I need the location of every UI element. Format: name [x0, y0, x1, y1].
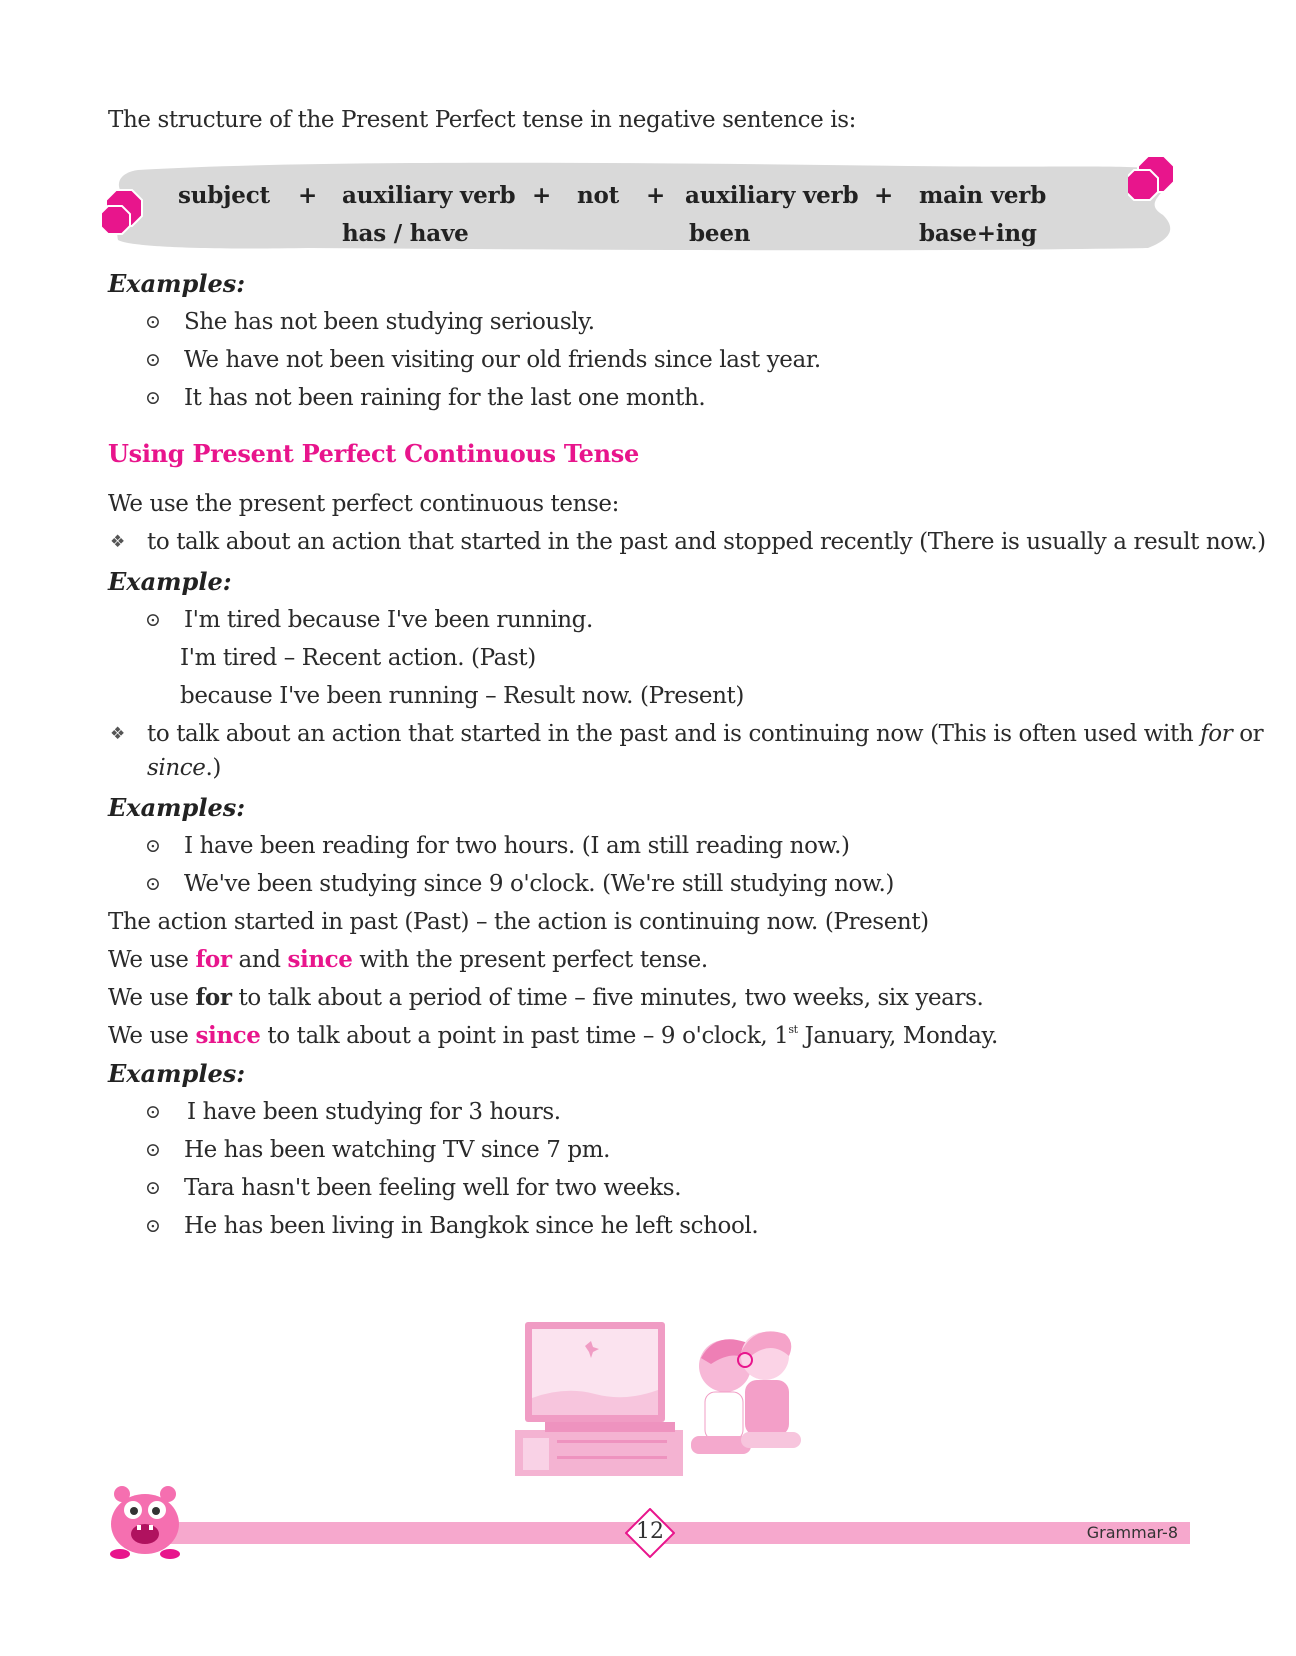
diamond-bullet-icon: ❖ [110, 724, 126, 744]
final-example-2: He has been watching TV since 7 pm. [184, 1137, 611, 1163]
formula-main-verb: main verb [919, 182, 1047, 209]
formula-auxiliary-verb-2: auxiliary verb [685, 182, 859, 209]
since-line-c: January, Monday. [797, 1023, 998, 1049]
for-since-line [108, 944, 708, 976]
example-heading: Example: [108, 567, 232, 596]
circled-dot-icon: ⊙ [145, 1215, 161, 1237]
formula-plus-1: + [298, 182, 318, 209]
circled-dot-icon: ⊙ [145, 835, 161, 857]
final-example-1: I have been studying for 3 hours. [187, 1099, 561, 1125]
formula-plus-4: + [874, 182, 894, 209]
since-line-sup: st [788, 1023, 798, 1036]
circled-dot-icon: ⊙ [145, 873, 161, 895]
cont-example-2: We've been studying since 9 o'clock. (We're still studying now.) [184, 871, 894, 897]
circled-dot-icon: ⊙ [145, 1101, 161, 1123]
formula-auxiliary-verb-1: auxiliary verb [342, 182, 516, 209]
formula-subject: subject [178, 182, 270, 209]
use-1-text: to talk about an action that started in the past and stopped recently (There is usually a result now.) [147, 529, 1266, 555]
use-2-end: .) [205, 755, 221, 781]
formula-base-ing: base+ing [919, 220, 1037, 247]
use-2-continued [147, 752, 221, 784]
example-line-2: I'm tired – Recent action. (Past) [180, 645, 536, 671]
for-line-a: We use [108, 985, 196, 1011]
page-number: 12 [636, 1519, 664, 1544]
neg-example-1: She has not been studying seriously. [184, 309, 595, 335]
since-line [108, 1020, 998, 1052]
monster-mascot-icon [100, 1478, 190, 1562]
final-example-4: He has been living in Bangkok since he left school. [184, 1213, 759, 1239]
summary-text: The action started in past (Past) – the action is continuing now. (Present) [108, 909, 929, 935]
since-line-keyword: since [195, 1022, 261, 1049]
use-2-since: since [147, 755, 206, 781]
circled-dot-icon: ⊙ [145, 609, 161, 631]
formula-plus-3: + [646, 182, 666, 209]
neg-example-3: It has not been raining for the last one month. [184, 385, 706, 411]
intro-text: The structure of the Present Perfect tense in negative sentence is: [108, 107, 856, 133]
circled-dot-icon: ⊙ [145, 1177, 161, 1199]
book-title: Grammar-8 [1086, 1523, 1178, 1542]
use-2-or: or [1232, 721, 1264, 747]
since-line-b: to talk about a point in past time – 9 o'clock, 1 [260, 1023, 789, 1049]
use-2-for: for [1200, 721, 1233, 747]
example-main: I'm tired because I've been running. [184, 607, 593, 633]
for-line-b: to talk about a period of time – five minutes, two weeks, six years. [231, 985, 984, 1011]
use-2-text [147, 718, 1263, 750]
kids-watching-tv-illustration [515, 1318, 815, 1478]
use-intro: We use the present perfect continuous tense: [108, 491, 619, 517]
example-line-3: because I've been running – Result now. (Present) [180, 683, 744, 709]
circled-dot-icon: ⊙ [145, 1139, 161, 1161]
formula-has-have: has / have [342, 220, 469, 247]
since-line-a: We use [108, 1023, 196, 1049]
for-since-a: We use [108, 947, 196, 973]
circled-dot-icon: ⊙ [145, 349, 161, 371]
examples-heading-3: Examples: [108, 1059, 246, 1088]
right-flower-icon [1128, 154, 1180, 206]
diamond-bullet-icon: ❖ [110, 532, 126, 552]
for-since-c: with the present perfect tense. [352, 947, 708, 973]
footer-bar [168, 1522, 1190, 1544]
formula-been: been [689, 220, 751, 247]
formula-not: not [577, 182, 620, 209]
use-2-part-1: to talk about an action that started in the past and is continuing now (This is often used with [147, 721, 1201, 747]
circled-dot-icon: ⊙ [145, 387, 161, 409]
circled-dot-icon: ⊙ [145, 311, 161, 333]
cont-example-1: I have been reading for two hours. (I am still reading now.) [184, 833, 850, 859]
for-keyword: for [195, 946, 232, 973]
section-heading: Using Present Perfect Continuous Tense [108, 439, 639, 468]
for-since-b: and [231, 947, 288, 973]
since-keyword: since [287, 946, 353, 973]
formula-plus-2: + [532, 182, 552, 209]
for-line-keyword: for [195, 984, 232, 1011]
left-flower-icon [102, 188, 150, 236]
examples-heading-1: Examples: [108, 269, 246, 298]
final-example-3: Tara hasn't been feeling well for two weeks. [184, 1175, 682, 1201]
for-line [108, 982, 983, 1014]
examples-heading-2: Examples: [108, 793, 246, 822]
neg-example-2: We have not been visiting our old friends since last year. [184, 347, 821, 373]
formula-banner [108, 160, 1188, 260]
